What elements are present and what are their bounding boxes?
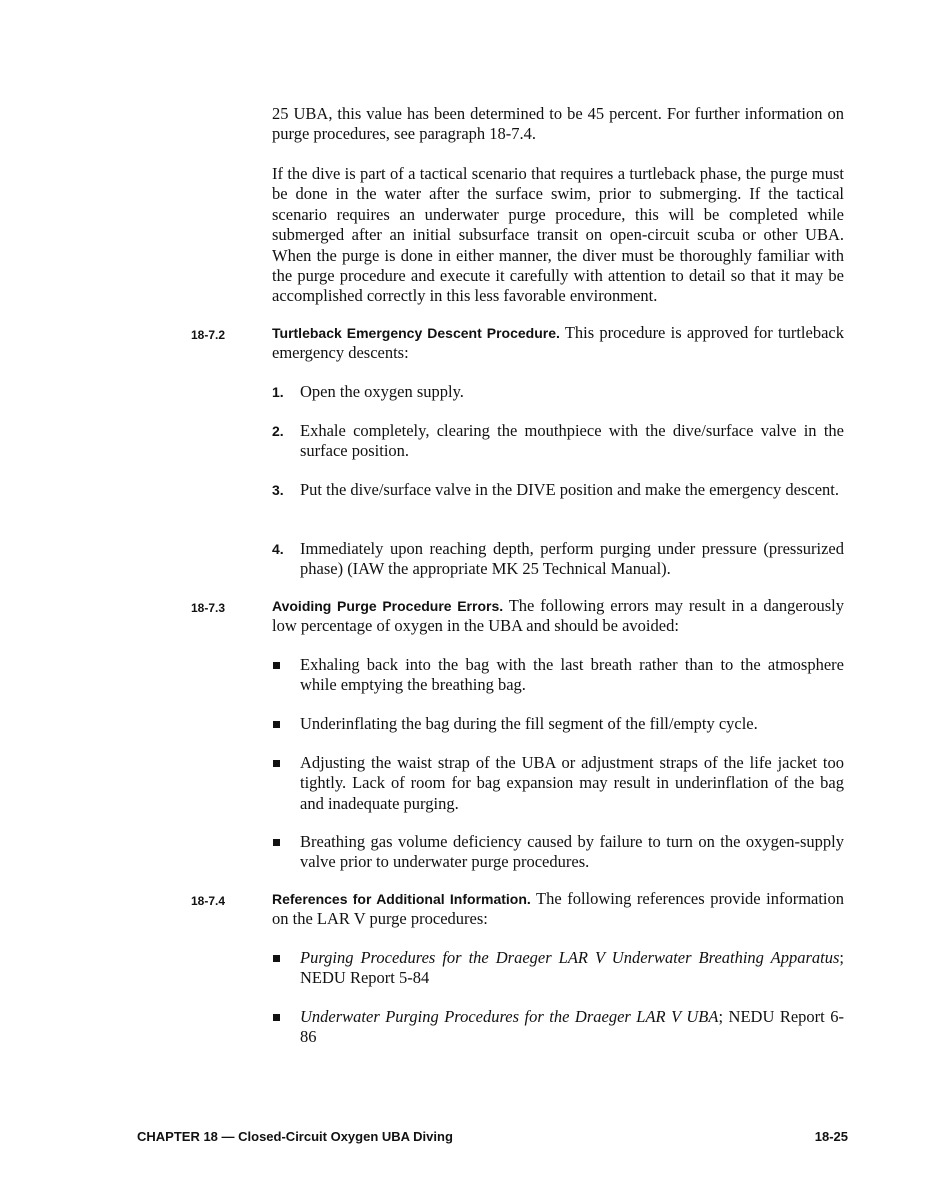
- step-number: 3.: [272, 482, 284, 498]
- step-number: 2.: [272, 423, 284, 439]
- section-18-7-4-text: [272, 889, 844, 930]
- bullet-item: [272, 655, 844, 696]
- reference-item: [272, 1007, 844, 1048]
- section-heading-turtleback: Turtleback Emergency Descent Procedure.: [272, 325, 560, 341]
- bullet-item: [272, 832, 844, 873]
- reference-title: Underwater Purging Procedures for the Draeger LAR V UBA: [300, 1007, 719, 1026]
- bullet-square-icon: [273, 721, 280, 728]
- bullet-text: Adjusting the waist strap of the UBA or adjustment straps of the life jacket too tightly. Lack of room for bag expansion may result in underinflation of the bag and inadequate purging.: [300, 753, 844, 813]
- section-body-purge-errors: The following errors may result in a dangerously low percentage of oxygen in the UBA and should be avoided:: [272, 596, 844, 636]
- numbered-step: [272, 539, 844, 580]
- reference-note: ; NEDU Report 6-86: [300, 1007, 844, 1047]
- reference-note: ; NEDU Report 5-84: [300, 948, 844, 988]
- bullet-square-icon: [273, 955, 280, 962]
- bullet-text: Breathing gas volume deficiency caused by failure to turn on the oxygen-supply valve prior to underwater purge procedures.: [300, 832, 844, 872]
- reference-text: [300, 948, 844, 989]
- paragraph-purge-value: 25 UBA, this value has been determined to be 45 percent. For further information on purge procedures, see paragraph 18-7.4.: [272, 104, 844, 144]
- footer-page-number: 18-25: [814, 1129, 848, 1144]
- section-number-18-7-2: 18-7.2: [191, 328, 226, 342]
- step-text: Put the dive/surface valve in the DIVE position and make the emergency descent.: [300, 480, 839, 499]
- bullet-square-icon: [273, 1014, 280, 1021]
- bullet-square-icon: [273, 839, 280, 846]
- step-text: Exhale completely, clearing the mouthpiece with the dive/surface valve in the surface position.: [300, 421, 844, 461]
- reference-title: Purging Procedures for the Draeger LAR V Underwater Breathing Apparatus: [300, 948, 840, 967]
- paragraph-tactical-scenario: If the dive is part of a tactical scenario that requires a turtleback phase, the purge must be done in the water after the surface swim, prior to submerging. If the tactical scenario requires an underwater purge procedure, this will be completed while submerged after an initial subsurface transit on open-circuit scuba or other UBA. When the purge is done in either manner, the diver must be thoroughly familiar with the purge procedure and execute it carefully with attention to detail so that it may be accomplished correctly in this less favorable environment.: [272, 164, 844, 306]
- section-number-18-7-3: 18-7.3: [191, 601, 226, 615]
- step-number: 1.: [272, 384, 284, 400]
- step-text: Open the oxygen supply.: [300, 382, 464, 401]
- numbered-step: [272, 421, 844, 462]
- section-body-turtleback: This procedure is approved for turtleback emergency descents:: [272, 323, 844, 363]
- bullet-item: [272, 714, 844, 734]
- section-heading-purge-errors: Avoiding Purge Procedure Errors.: [272, 598, 504, 614]
- numbered-step: [272, 382, 844, 402]
- section-body-references: The following references provide information on the LAR V purge procedures:: [272, 889, 845, 929]
- bullet-text: Underinflating the bag during the fill segment of the fill/empty cycle.: [300, 714, 758, 733]
- step-number: 4.: [272, 541, 284, 557]
- section-18-7-2-text: [272, 323, 844, 364]
- footer-chapter-title: CHAPTER 18 — Closed-Circuit Oxygen UBA Diving: [137, 1129, 453, 1144]
- bullet-text: Exhaling back into the bag with the last breath rather than to the atmosphere while emptying the breathing bag.: [300, 655, 844, 695]
- bullet-square-icon: [273, 662, 280, 669]
- bullet-item: [272, 753, 844, 814]
- section-number-18-7-4: 18-7.4: [191, 894, 226, 908]
- numbered-step: [272, 480, 844, 500]
- reference-text: [300, 1007, 844, 1048]
- step-text: Immediately upon reaching depth, perform purging under pressure (pressurized phase) (IAW the appropriate MK 25 Technical Manual).: [300, 539, 844, 579]
- section-18-7-3-text: [272, 596, 844, 637]
- bullet-square-icon: [273, 760, 280, 767]
- reference-item: [272, 948, 844, 989]
- section-heading-references: References for Additional Information.: [272, 891, 531, 907]
